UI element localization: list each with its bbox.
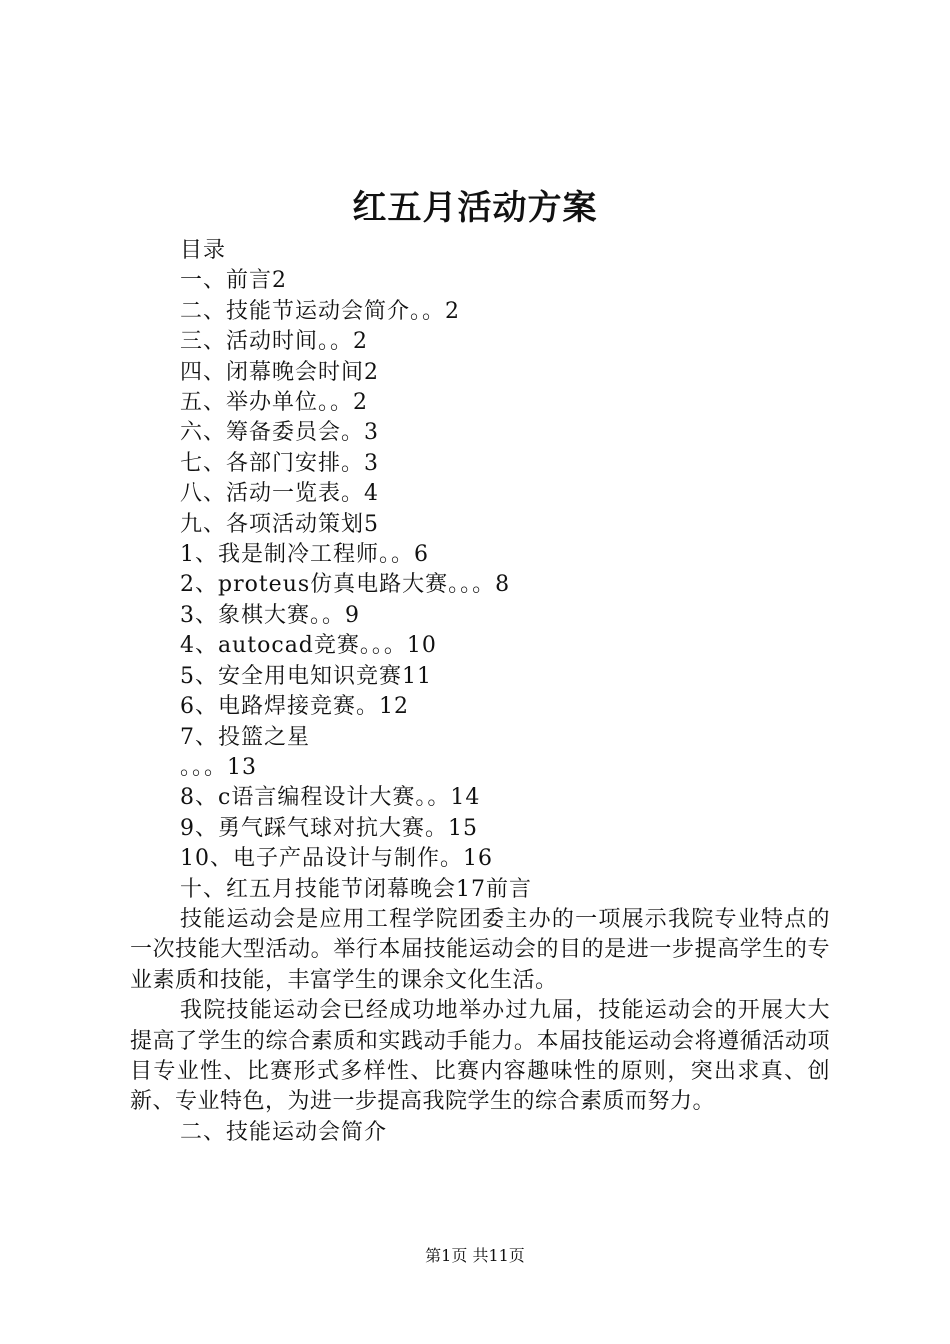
toc-item: 二、技能节运动会简介。。2 — [180, 298, 460, 324]
toc-item: 六、筹备委员会。3 — [180, 420, 379, 446]
toc-item: 4、autocad竞赛。。。10 — [180, 633, 437, 659]
toc-item: 。。。13 — [180, 754, 257, 780]
section-heading: 二、技能运动会简介 — [180, 1119, 388, 1145]
toc-item: 七、各部门安排。3 — [180, 450, 379, 476]
body-paragraph: 技能运动会是应用工程学院团委主办的一项展示我院专业特点的一次技能大型活动。举行本届技能运动会的目的是进一步提高学生的专业素质和技能，丰富学生的课余文化生活。 — [130, 907, 830, 993]
toc-item: 9、勇气踩气球对抗大赛。15 — [180, 815, 478, 841]
toc-item: 一、前言2 — [180, 268, 287, 294]
body-paragraph: 我院技能运动会已经成功地举办过九届，技能运动会的开展大大提高了学生的综合素质和实践动手能力。本届技能运动会将遵循活动项目专业性、比赛形式多样性、比赛内容趣味性的原则，突出求真、创新、专业特色，为进一步提高我院学生的综合素质而努力。 — [130, 998, 830, 1115]
document-title: 红五月活动方案 — [352, 188, 598, 228]
toc-heading: 目录 — [180, 238, 227, 263]
toc-item: 6、电路焊接竞赛。12 — [180, 694, 409, 720]
toc-item: 7、投篮之星 — [180, 724, 310, 750]
toc-item: 八、活动一览表。4 — [180, 481, 379, 507]
toc-item: 四、闭幕晚会时间2 — [180, 359, 379, 385]
toc-item: 3、象棋大赛。。9 — [180, 602, 360, 628]
toc-item: 5、安全用电知识竞赛11 — [180, 663, 432, 689]
toc-item: 2、proteus仿真电路大赛。。。8 — [180, 572, 511, 598]
toc-item: 三、活动时间。。2 — [180, 329, 368, 355]
page-footer: 第1页 共11页 — [425, 1246, 525, 1265]
toc-item: 九、各项活动策划5 — [180, 511, 379, 537]
toc-item: 10、电子产品设计与制作。16 — [180, 846, 493, 872]
toc-item: 1、我是制冷工程师。。6 — [180, 542, 429, 568]
toc-item: 五、举办单位。。2 — [180, 390, 368, 416]
table-of-contents — [180, 236, 840, 905]
body-text — [130, 905, 830, 1148]
toc-item: 十、红五月技能节闭幕晚会17前言 — [180, 876, 532, 902]
toc-item: 8、c语言编程设计大赛。。14 — [180, 785, 481, 811]
